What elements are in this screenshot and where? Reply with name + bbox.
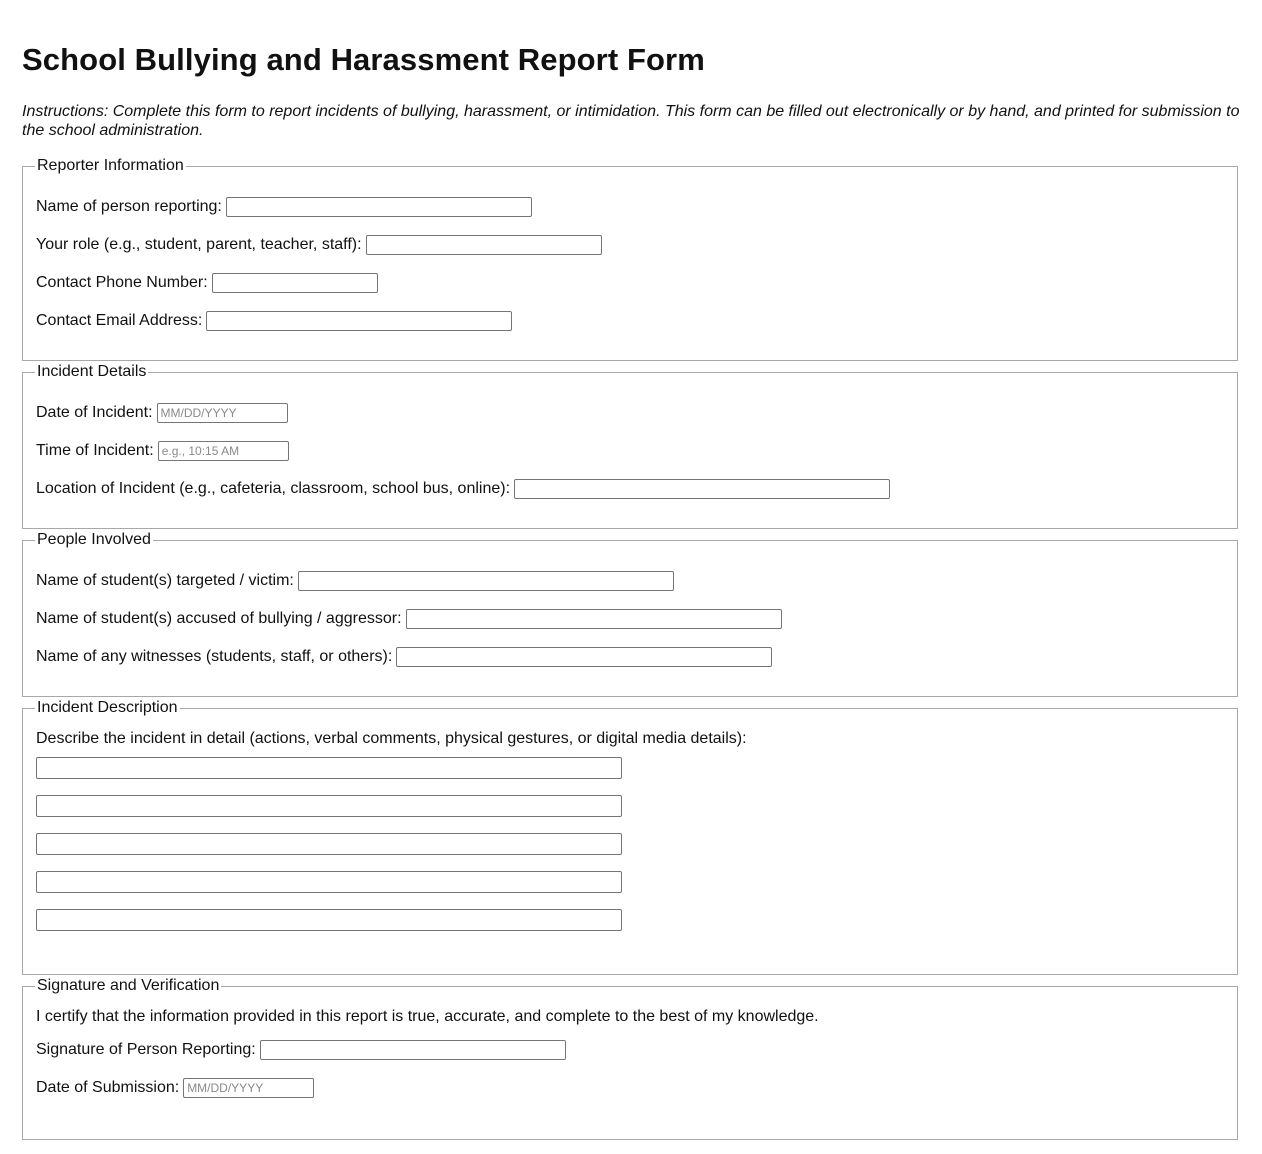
phone-label: Contact Phone Number: <box>36 274 208 291</box>
section-legend: People Involved <box>37 531 151 548</box>
form-row <box>36 1031 1224 1069</box>
witnesses-input[interactable] <box>396 647 772 667</box>
incident-time-label: Time of Incident: <box>36 442 154 459</box>
victim-input[interactable] <box>298 571 674 591</box>
reporter-name-label: Name of person reporting: <box>36 198 222 215</box>
submission-date-label: Date of Submission: <box>36 1079 180 1096</box>
section-legend: Signature and Verification <box>37 977 220 994</box>
description-prompt: Describe the incident in detail (actions, verbal comments, physical gestures, or digital media details): <box>36 730 747 747</box>
incident-time-input[interactable]: e.g., 10:15 AM <box>158 441 289 461</box>
section-legend: Incident Details <box>37 363 147 380</box>
witnesses-label: Name of any witnesses (students, staff, or others): <box>36 648 393 665</box>
aggressor-label: Name of student(s) accused of bullying / aggressor: <box>36 610 402 627</box>
signature-input[interactable] <box>260 1040 566 1060</box>
reporter-role-label: Your role (e.g., student, parent, teacher, staff): <box>36 236 362 253</box>
form-row <box>36 188 1224 226</box>
phone-input[interactable] <box>212 273 378 293</box>
people-involved-section <box>22 531 1238 697</box>
form-row <box>36 470 1224 508</box>
form-row <box>36 302 1224 340</box>
form-row <box>36 562 1224 600</box>
certify-text: I certify that the information provided in this report is true, accurate, and complete to the best of my knowledge. <box>36 1008 819 1025</box>
description-line-input[interactable] <box>36 757 622 779</box>
incident-date-label: Date of Incident: <box>36 404 153 421</box>
incident-description-section <box>22 699 1238 975</box>
form-row <box>36 432 1224 470</box>
form-row <box>36 1069 1224 1107</box>
form-row <box>36 264 1224 302</box>
incident-date-input[interactable]: MM/DD/YYYY <box>157 403 288 423</box>
description-line-input[interactable] <box>36 795 622 817</box>
victim-label: Name of student(s) targeted / victim: <box>36 572 294 589</box>
form-row <box>36 600 1224 638</box>
incident-location-label: Location of Incident (e.g., cafeteria, classroom, school bus, online): <box>36 480 511 497</box>
reporter-role-input[interactable] <box>366 235 602 255</box>
form-row <box>36 638 1224 676</box>
form-row <box>36 226 1224 264</box>
submission-date-input[interactable]: MM/DD/YYYY <box>183 1078 314 1098</box>
signature-section <box>22 977 1238 1140</box>
signature-label: Signature of Person Reporting: <box>36 1041 256 1058</box>
form-row <box>36 394 1224 432</box>
instructions-text: Instructions: Complete this form to report incidents of bullying, harassment, or intimidation. This form can be filled out electronically or by hand, and printed for submission to the school administration. <box>22 103 1240 139</box>
incident-details-section <box>22 363 1238 529</box>
description-line-input[interactable] <box>36 909 622 931</box>
page-title: School Bullying and Harassment Report Form <box>22 42 705 77</box>
description-line-input[interactable] <box>36 871 622 893</box>
email-label: Contact Email Address: <box>36 312 203 329</box>
reporter-information-section <box>22 157 1238 361</box>
description-line-input[interactable] <box>36 833 622 855</box>
section-legend: Reporter Information <box>37 157 184 174</box>
aggressor-input[interactable] <box>406 609 782 629</box>
incident-location-input[interactable] <box>514 479 890 499</box>
section-legend: Incident Description <box>37 699 178 716</box>
email-input[interactable] <box>206 311 512 331</box>
reporter-name-input[interactable] <box>226 197 532 217</box>
